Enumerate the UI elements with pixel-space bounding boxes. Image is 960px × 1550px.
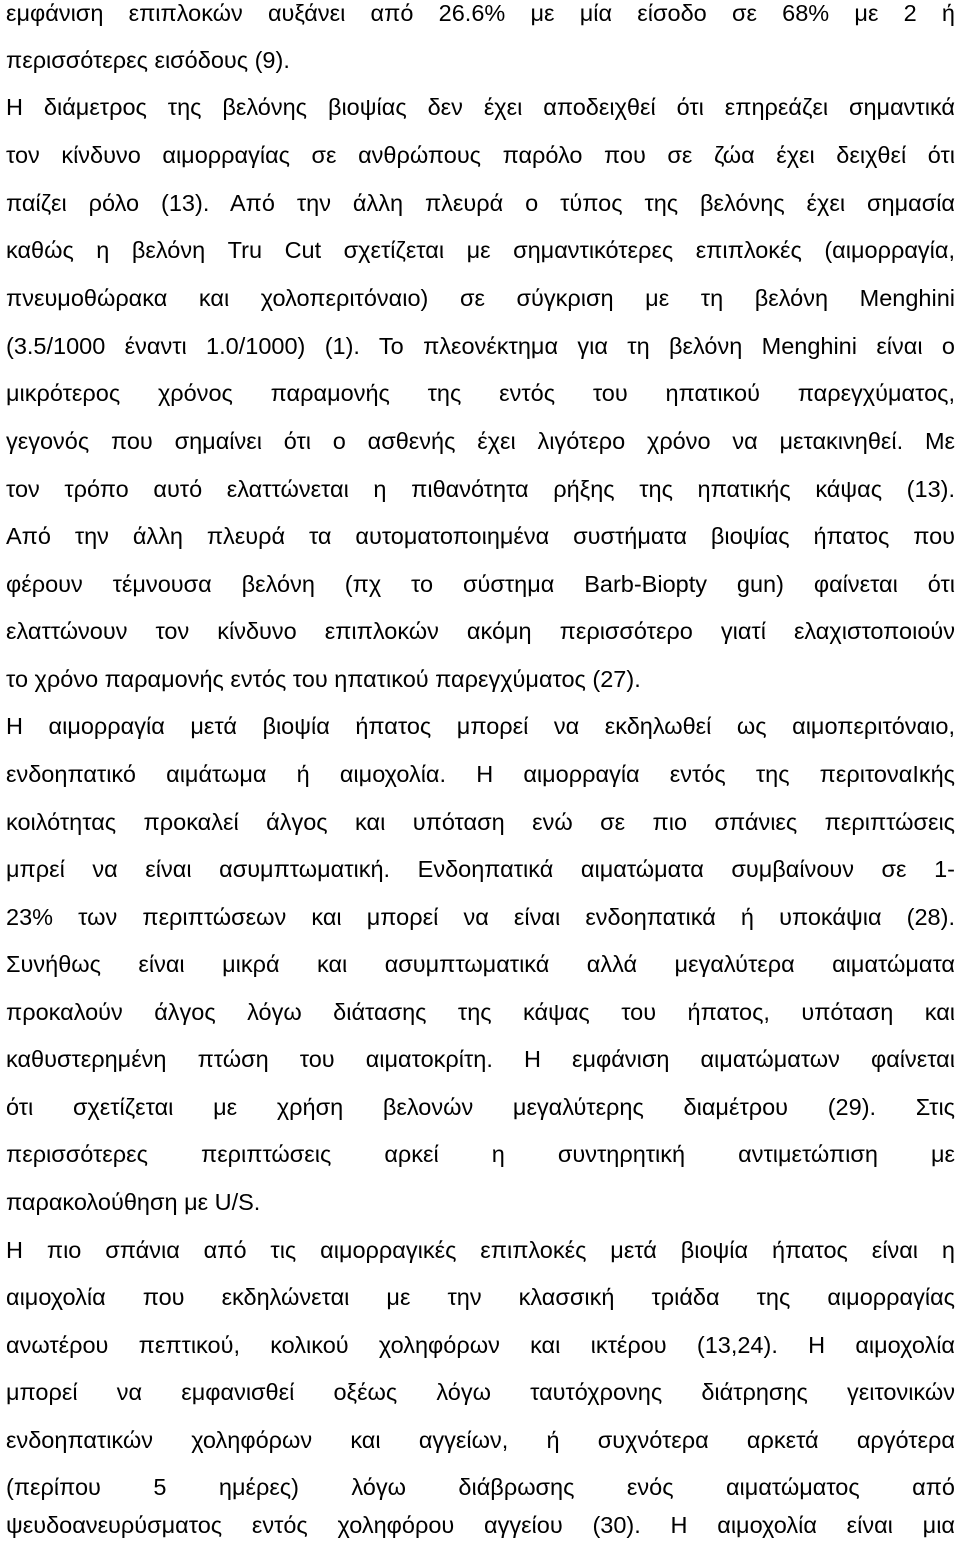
text-line: (3.5/1000 έναντι 1.0/1000) (1). Το πλεονέκτημα για τη βελόνη Menghini είναι ο — [6, 333, 955, 359]
text-line: προκαλούν άλγος λόγω διάτασης της κάψας του ήπατος, υπόταση και — [6, 999, 955, 1025]
text-line: Από την άλλη πλευρά τα αυτοματοποιημένα συστήματα βιοψίας ήπατος που — [6, 523, 955, 549]
text-line: τον κίνδυνο αιμορραγίας σε ανθρώπους παρόλο που σε ζώα έχει δειχθεί ότι — [6, 142, 955, 168]
text-line: Συνήθως είναι μικρά και ασυμπτωματικά αλλά μεγαλύτερα αιματώματα — [6, 951, 955, 977]
text-line: 23% των περιπτώσεων και μπορεί να είναι ενδοηπατικά ή υποκάψια (28). — [6, 904, 955, 930]
text-line: περισσότερες περιπτώσεις αρκεί η συντηρητική αντιμετώπιση με — [6, 1141, 955, 1167]
text-line: κοιλότητας προκαλεί άλγος και υπόταση ενώ σε πιο σπάνιες περιπτώσεις — [6, 809, 955, 835]
text-line: τον τρόπο αυτό ελαττώνεται η πιθανότητα ρήξης της ηπατικής κάψας (13). — [6, 476, 955, 502]
text-line: αιμοχολία που εκδηλώνεται με την κλασσική τριάδα της αιμορραγίας — [6, 1284, 955, 1310]
text-line: περισσότερες εισόδους (9). — [6, 47, 290, 73]
text-line: φέρουν τέμνουσα βελόνη (πχ το σύστημα Barb-Biopty gun) φαίνεται ότι — [6, 571, 955, 597]
text-line: Η διάμετρος της βελόνης βιοψίας δεν έχει αποδειχθεί ότι επηρεάζει σημαντικά — [6, 94, 955, 120]
text-line: το χρόνο παραμονής εντός του ηπατικού παρεγχύματος (27). — [6, 666, 641, 692]
text-line: καθυστερημένη πτώση του αιματοκρίτη. Η εμφάνιση αιματώματων φαίνεται — [6, 1046, 955, 1072]
text-line: γεγονός που σημαίνει ότι ο ασθενής έχει λιγότερο χρόνο να μετακινηθεί. Με — [6, 428, 955, 454]
text-line: (περίπου 5 ημέρες) λόγω διάβρωσης ενός αιματώματος από — [6, 1474, 955, 1500]
text-line: ελαττώνουν τον κίνδυνο επιπλοκών ακόμη περισσότερο γιατί ελαχιστοποιούν — [6, 618, 955, 644]
text-line: πνευμοθώρακα και χολοπεριτόναιο) σε σύγκριση με τη βελόνη Menghini — [6, 285, 955, 311]
text-line: μπορεί να εμφανισθεί οξέως λόγω ταυτόχρονης διάτρησης γειτονικών — [6, 1379, 955, 1405]
text-line: καθώς η βελόνη Tru Cut σχετίζεται με σημαντικότερες επιπλοκές (αιμορραγία, — [6, 237, 955, 263]
text-line: ενδοηπατικό αιμάτωμα ή αιμοχολία. Η αιμορραγία εντός της περιτοναΙκής — [6, 761, 955, 787]
text-line: ανωτέρου πεπτικού, κολικού χοληφόρων και ικτέρου (13,24). Η αιμοχολία — [6, 1332, 955, 1358]
text-line: παίζει ρόλο (13). Από την άλλη πλευρά ο τύπος της βελόνης έχει σημασία — [6, 190, 955, 216]
text-line: μπρεί να είναι ασυμπτωματική. Ενδοηπατικά αιματώματα συμβαίνουν σε 1- — [6, 856, 955, 882]
text-line: εμφάνιση επιπλοκών αυξάνει από 26.6% με μία είσοδο σε 68% με 2 ή — [6, 0, 955, 26]
text-line: μικρότερος χρόνος παραμονής της εντός του ηπατικού παρεγχύματος, — [6, 380, 955, 406]
text-line: ψευδοανευρύσματος εντός χοληφόρου αγγείου (30). Η αιμοχολία είναι μια — [6, 1512, 955, 1538]
text-line: ότι σχετίζεται με χρήση βελονών μεγαλύτερης διαμέτρου (29). Στις — [6, 1094, 955, 1120]
text-line: ενδοηπατικών χοληφόρων και αγγείων, ή συχνότερα αρκετά αργότερα — [6, 1427, 955, 1453]
text-line: Η αιμορραγία μετά βιοψία ήπατος μπορεί να εκδηλωθεί ως αιμοπεριτόναιο, — [6, 713, 955, 739]
text-line: Η πιο σπάνια από τις αιμορραγικές επιπλοκές μετά βιοψία ήπατος είναι η — [6, 1237, 955, 1263]
text-line: παρακολούθηση με U/S. — [6, 1189, 261, 1215]
